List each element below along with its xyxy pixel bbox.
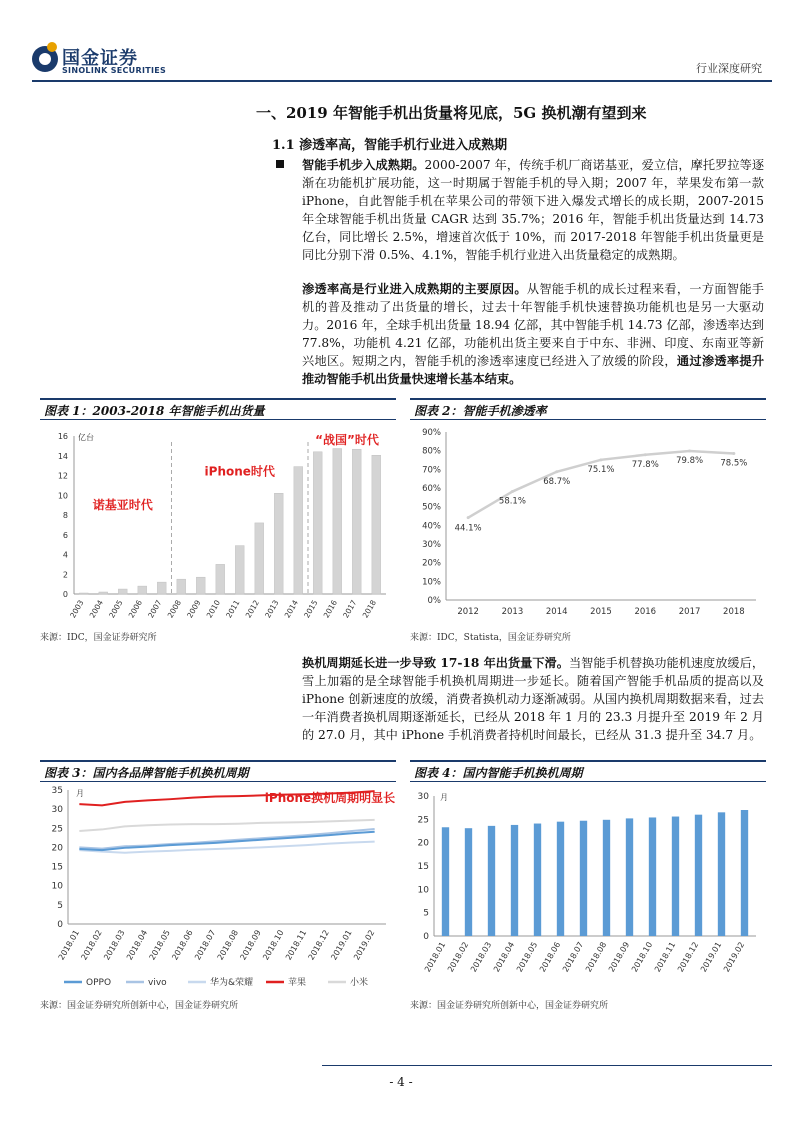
- paragraph-1: [302, 156, 764, 264]
- paragraph-2-lead: 渗透率高是行业进入成熟期的主要原因。: [302, 282, 527, 296]
- fig4-x-tick-label: 2018.11: [652, 940, 678, 974]
- fig1-bar: [196, 577, 205, 594]
- fig1-y-tick-label: 2: [62, 570, 68, 580]
- fig4-x-tick-label: 2018.01: [422, 940, 448, 974]
- fig3-x-tick-label: 2018.02: [79, 928, 104, 962]
- fig3-legend-label: 华为&荣耀: [210, 978, 254, 988]
- fig1-y-tick-label: 8: [62, 511, 68, 520]
- fig1-x-tick-label: 2006: [126, 598, 144, 620]
- paragraph-3-text: 当智能手机替换功能机速度放缓后，雪上加霜的是全球智能手机换机周期进一步延长。随着国产智能手机品质的提高以及 iPhone 创新速度的放缓，消费者换机动力逐渐减弱。从国内换机周期数据来看，过去一年消费者换机周期逐渐延长，已经从 2018 年 1 月的 23.3 月提升至 2019 年 2 月的 27.0 月，其中 iPhone 手机消费者持机时间最长，已经从 31.3 提升至 34.7 月。: [302, 656, 765, 742]
- fig4-x-tick-label: 2018.07: [560, 940, 586, 974]
- fig4-y-tick-label: 15: [417, 862, 429, 872]
- fig1-unit-label: 亿台: [78, 433, 94, 442]
- fig1-x-tick-label: 2014: [282, 598, 300, 620]
- fig2-y-tick-label: 10%: [422, 577, 441, 588]
- fig4-x-tick-label: 2018.10: [629, 940, 655, 974]
- fig3-y-tick-label: 15: [51, 862, 63, 873]
- fig4-x-tick-label: 2018.08: [583, 940, 609, 974]
- fig1-x-tick-label: 2011: [224, 598, 242, 620]
- fig2-point: [732, 452, 735, 455]
- fig4-bar: [534, 824, 541, 936]
- figure-4-source: 来源：国金证券研究所创新中心，国金证券研究所: [410, 1001, 609, 1011]
- fig2-x-tick-label: 2014: [545, 607, 568, 617]
- fig2-y-tick-label: 40%: [422, 521, 441, 532]
- fig1-y-tick-label: 0: [62, 590, 68, 599]
- fig3-x-tick-label: 2018.05: [147, 928, 172, 962]
- fig4-bar: [442, 827, 449, 936]
- fig3-y-tick-label: 20: [51, 843, 63, 854]
- fig1-x-tick-label: 2007: [146, 598, 164, 620]
- paragraph-2-text: 从智能手机的成长过程来看，一方面智能手机的普及推动了出货量的增长，过去十年智能手机快速替换功能机也是另一大驱动力。2016 年，全球手机出货量 18.94 亿部，其中智能手机 14.73 亿部，渗透率达到 77.8%，功能机 4.21 亿部，功能机出货主要来自于中东、非洲、印度、东南亚等新兴地区。短期之内，智能手机的渗透率速度已经进入了放缓的阶段，: [302, 282, 764, 368]
- subsection-title: 1.1 渗透率高，智能手机行业进入成熟期: [272, 138, 508, 153]
- fig1-bar: [138, 586, 147, 594]
- fig2-y-tick-label: 90%: [422, 428, 441, 438]
- fig1-y-tick-label: 16: [57, 432, 68, 441]
- paragraph-1-text: 2000-2007 年，传统手机厂商诺基亚，爱立信，摩托罗拉等逐渐在功能机扩展功能，这一时期属于智能手机的导入期；2007 年，苹果发布第一款 iPhone，自此智能手机在苹果公司的带领下进入爆发式增长的成长期，2007-2015 年全球智能手机出货量 CAGR 达到 35.7%；2016 年，智能手机出货量达到 14.73 亿台，同比增长 2.5%，增速首次低于 10%，而 2017-2018 年智能手机出货量更是同比分别下滑 0.5%、4.1%，智能手机行业进入出货量稳定的成熟期。: [302, 158, 765, 262]
- logo-dot-icon: [47, 42, 57, 52]
- fig1-bar: [352, 449, 361, 594]
- fig3-x-tick-label: 2018.07: [193, 928, 218, 962]
- fig3-y-tick-label: 10: [51, 881, 63, 892]
- fig3-x-tick-label: 2018.10: [261, 928, 286, 962]
- fig1-x-tick-label: 2016: [321, 598, 339, 620]
- fig3-x-tick-label: 2018.09: [238, 928, 263, 962]
- fig2-point: [467, 516, 470, 519]
- fig1-y-tick-label: 4: [62, 550, 68, 560]
- fig2-data-label: 77.8%: [631, 459, 659, 470]
- fig2-data-label: 79.8%: [676, 456, 704, 467]
- fig1-bar: [274, 493, 283, 594]
- fig3-x-tick-label: 2018.04: [124, 928, 150, 962]
- fig1-y-tick-label: 12: [57, 471, 68, 481]
- fig4-bar: [603, 820, 610, 936]
- fig1-era-label: iPhone时代: [204, 464, 275, 479]
- fig1-y-tick-label: 10: [57, 491, 68, 501]
- fig3-x-tick-label: 2018.12: [306, 928, 331, 962]
- fig3-annotation: iPhone换机周期明显长: [264, 791, 396, 805]
- fig2-y-tick-label: 60%: [422, 484, 441, 494]
- fig1-y-tick-label: 6: [62, 530, 68, 540]
- fig3-x-tick-label: 2019.02: [352, 928, 377, 962]
- figure-1-title: 图表 1：2003-2018 年智能手机出货量: [40, 398, 396, 420]
- fig4-bar: [557, 822, 564, 936]
- fig3-series-line: [79, 820, 374, 831]
- fig1-bar: [99, 592, 108, 594]
- paragraph-3: [302, 654, 764, 744]
- fig1-x-tick-label: 2012: [243, 598, 261, 620]
- figure-3-chart: [40, 784, 396, 992]
- paragraph-1-lead: 智能手机步入成熟期。: [302, 158, 425, 172]
- fig1-bar: [333, 449, 342, 594]
- fig1-bar: [216, 564, 225, 594]
- fig1-x-tick-label: 2004: [87, 598, 105, 620]
- fig2-y-tick-label: 0%: [427, 596, 441, 606]
- fig1-x-tick-label: 2017: [341, 598, 359, 620]
- fig4-bar: [465, 828, 472, 936]
- fig3-y-tick-label: 35: [51, 786, 63, 796]
- fig1-bar: [177, 579, 186, 594]
- fig2-data-label: 78.5%: [720, 458, 748, 469]
- fig2-x-tick-label: 2017: [678, 607, 701, 617]
- fig1-x-tick-label: 2005: [107, 598, 125, 620]
- fig1-bar: [372, 455, 381, 594]
- fig4-bar: [511, 825, 518, 936]
- fig1-era-label: 诺基亚时代: [92, 498, 153, 513]
- fig1-x-tick-label: 2003: [68, 598, 86, 620]
- fig4-bar: [626, 818, 633, 936]
- fig1-bar: [157, 582, 166, 594]
- fig4-x-tick-label: 2018.02: [445, 940, 471, 974]
- logo-text-cn: 国金证券: [62, 48, 138, 69]
- fig1-y-tick-label: 14: [57, 451, 68, 461]
- fig3-unit-label: 月: [76, 789, 84, 798]
- fig4-unit-label: 月: [440, 793, 448, 802]
- fig4-x-tick-label: 2019.01: [698, 940, 724, 974]
- figure-2-title: 图表 2：智能手机渗透率: [410, 398, 766, 420]
- fig2-point: [555, 470, 558, 473]
- fig2-y-tick-label: 20%: [422, 558, 441, 569]
- header-divider: [32, 80, 772, 82]
- figure-3-source: 来源：国金证券研究所创新中心，国金证券研究所: [40, 1001, 239, 1011]
- fig2-data-label: 44.1%: [454, 523, 482, 534]
- fig2-point: [511, 490, 514, 493]
- paragraph-2-tail: 通过渗透率提升推动智能手机出货量快速增长基本结束。: [302, 354, 765, 386]
- fig1-x-tick-label: 2010: [204, 598, 222, 620]
- fig4-x-tick-label: 2019.02: [721, 940, 747, 974]
- fig1-x-tick-label: 2018: [360, 598, 378, 620]
- footer-divider: [322, 1065, 772, 1066]
- figure-3-title: 图表 3：国内各品牌智能手机换机周期: [40, 760, 396, 782]
- section-title: 一、2019 年智能手机出货量将见底，5G 换机潮有望到来: [256, 104, 647, 122]
- fig3-x-tick-label: 2018.06: [170, 928, 195, 962]
- fig1-bar: [313, 452, 322, 594]
- fig3-x-tick-label: 2019.01: [329, 928, 354, 962]
- fig4-y-tick-label: 0: [423, 932, 429, 942]
- figure-2-chart: [410, 422, 766, 626]
- fig3-legend-label: 苹果: [288, 978, 307, 988]
- fig2-point: [688, 450, 691, 453]
- figure-4-chart: [410, 784, 766, 992]
- fig2-y-tick-label: 50%: [422, 502, 441, 513]
- fig3-legend-label: vivo: [148, 978, 167, 988]
- figure-1-chart: [40, 422, 396, 626]
- fig2-x-tick-label: 2012: [457, 607, 479, 617]
- fig3-x-tick-label: 2018.08: [215, 928, 241, 962]
- fig1-bar: [118, 589, 127, 594]
- fig4-y-tick-label: 10: [417, 885, 429, 896]
- fig4-x-tick-label: 2018.04: [491, 940, 517, 974]
- fig4-bar: [695, 815, 702, 936]
- fig4-x-tick-label: 2018.12: [675, 940, 701, 974]
- fig2-x-tick-label: 2015: [590, 607, 612, 617]
- fig4-x-tick-label: 2018.03: [468, 940, 494, 974]
- fig4-bar: [488, 826, 495, 936]
- figure-1-source: 来源：IDC，国金证券研究所: [40, 633, 157, 643]
- fig4-bar: [649, 817, 656, 936]
- fig2-x-tick-label: 2013: [501, 607, 524, 617]
- fig3-series-line: [79, 829, 374, 849]
- fig4-y-tick-label: 20: [417, 838, 429, 849]
- fig3-x-tick-label: 2018.03: [102, 928, 127, 962]
- fig3-legend-label: OPPO: [86, 978, 112, 988]
- page-number: - 4 -: [389, 1075, 413, 1089]
- logo-text-en: SINOLINK SECURITIES: [62, 66, 167, 75]
- fig3-x-tick-label: 2018.01: [56, 928, 82, 962]
- fig2-y-tick-label: 70%: [422, 465, 441, 476]
- fig4-bar: [672, 817, 679, 936]
- fig2-data-label: 68.7%: [543, 476, 571, 487]
- fig1-x-tick-label: 2008: [165, 598, 183, 620]
- fig3-x-tick-label: 2018.11: [283, 928, 309, 962]
- fig3-legend-label: 小米: [350, 978, 369, 988]
- fig2-data-label: 75.1%: [587, 464, 615, 475]
- fig2-point: [644, 453, 647, 456]
- fig2-x-tick-label: 2016: [634, 607, 657, 617]
- fig2-point: [600, 458, 603, 461]
- fig4-y-tick-label: 25: [417, 815, 429, 826]
- fig3-y-tick-label: 5: [57, 900, 63, 911]
- fig1-x-tick-label: 2013: [263, 598, 281, 620]
- fig2-data-label: 58.1%: [498, 496, 526, 507]
- document-type: 行业深度研究: [696, 62, 762, 75]
- fig4-y-tick-label: 5: [423, 908, 429, 919]
- fig1-bar: [235, 546, 244, 594]
- fig3-y-tick-label: 0: [57, 920, 63, 930]
- fig2-y-tick-label: 30%: [422, 540, 441, 550]
- fig3-y-tick-label: 25: [51, 824, 63, 835]
- fig4-y-tick-label: 30: [417, 792, 429, 802]
- fig4-bar: [741, 810, 748, 936]
- fig4-x-tick-label: 2018.05: [514, 940, 540, 974]
- fig1-bar: [79, 593, 88, 594]
- paragraph-2: [302, 280, 764, 388]
- figure-2-source: 来源：IDC，Statista，国金证券研究所: [410, 633, 571, 643]
- fig3-y-tick-label: 30: [51, 805, 63, 816]
- fig4-x-tick-label: 2018.06: [537, 940, 563, 974]
- fig4-bar: [580, 821, 587, 936]
- fig4-x-tick-label: 2018.09: [606, 940, 632, 974]
- bullet-square-icon: [276, 160, 284, 168]
- fig1-bar: [294, 467, 303, 594]
- fig1-bar: [255, 523, 264, 594]
- fig4-bar: [718, 812, 725, 936]
- paragraph-3-lead: 换机周期延长进一步导致 17-18 年出货量下滑。: [302, 656, 569, 670]
- fig1-era-label: “战国”时代: [315, 432, 379, 447]
- fig1-x-tick-label: 2009: [185, 598, 203, 620]
- fig2-y-tick-label: 80%: [422, 446, 441, 457]
- fig2-x-tick-label: 2018: [723, 607, 745, 617]
- fig1-x-tick-label: 2015: [302, 598, 320, 620]
- figure-4-title: 图表 4：国内智能手机换机周期: [410, 760, 766, 782]
